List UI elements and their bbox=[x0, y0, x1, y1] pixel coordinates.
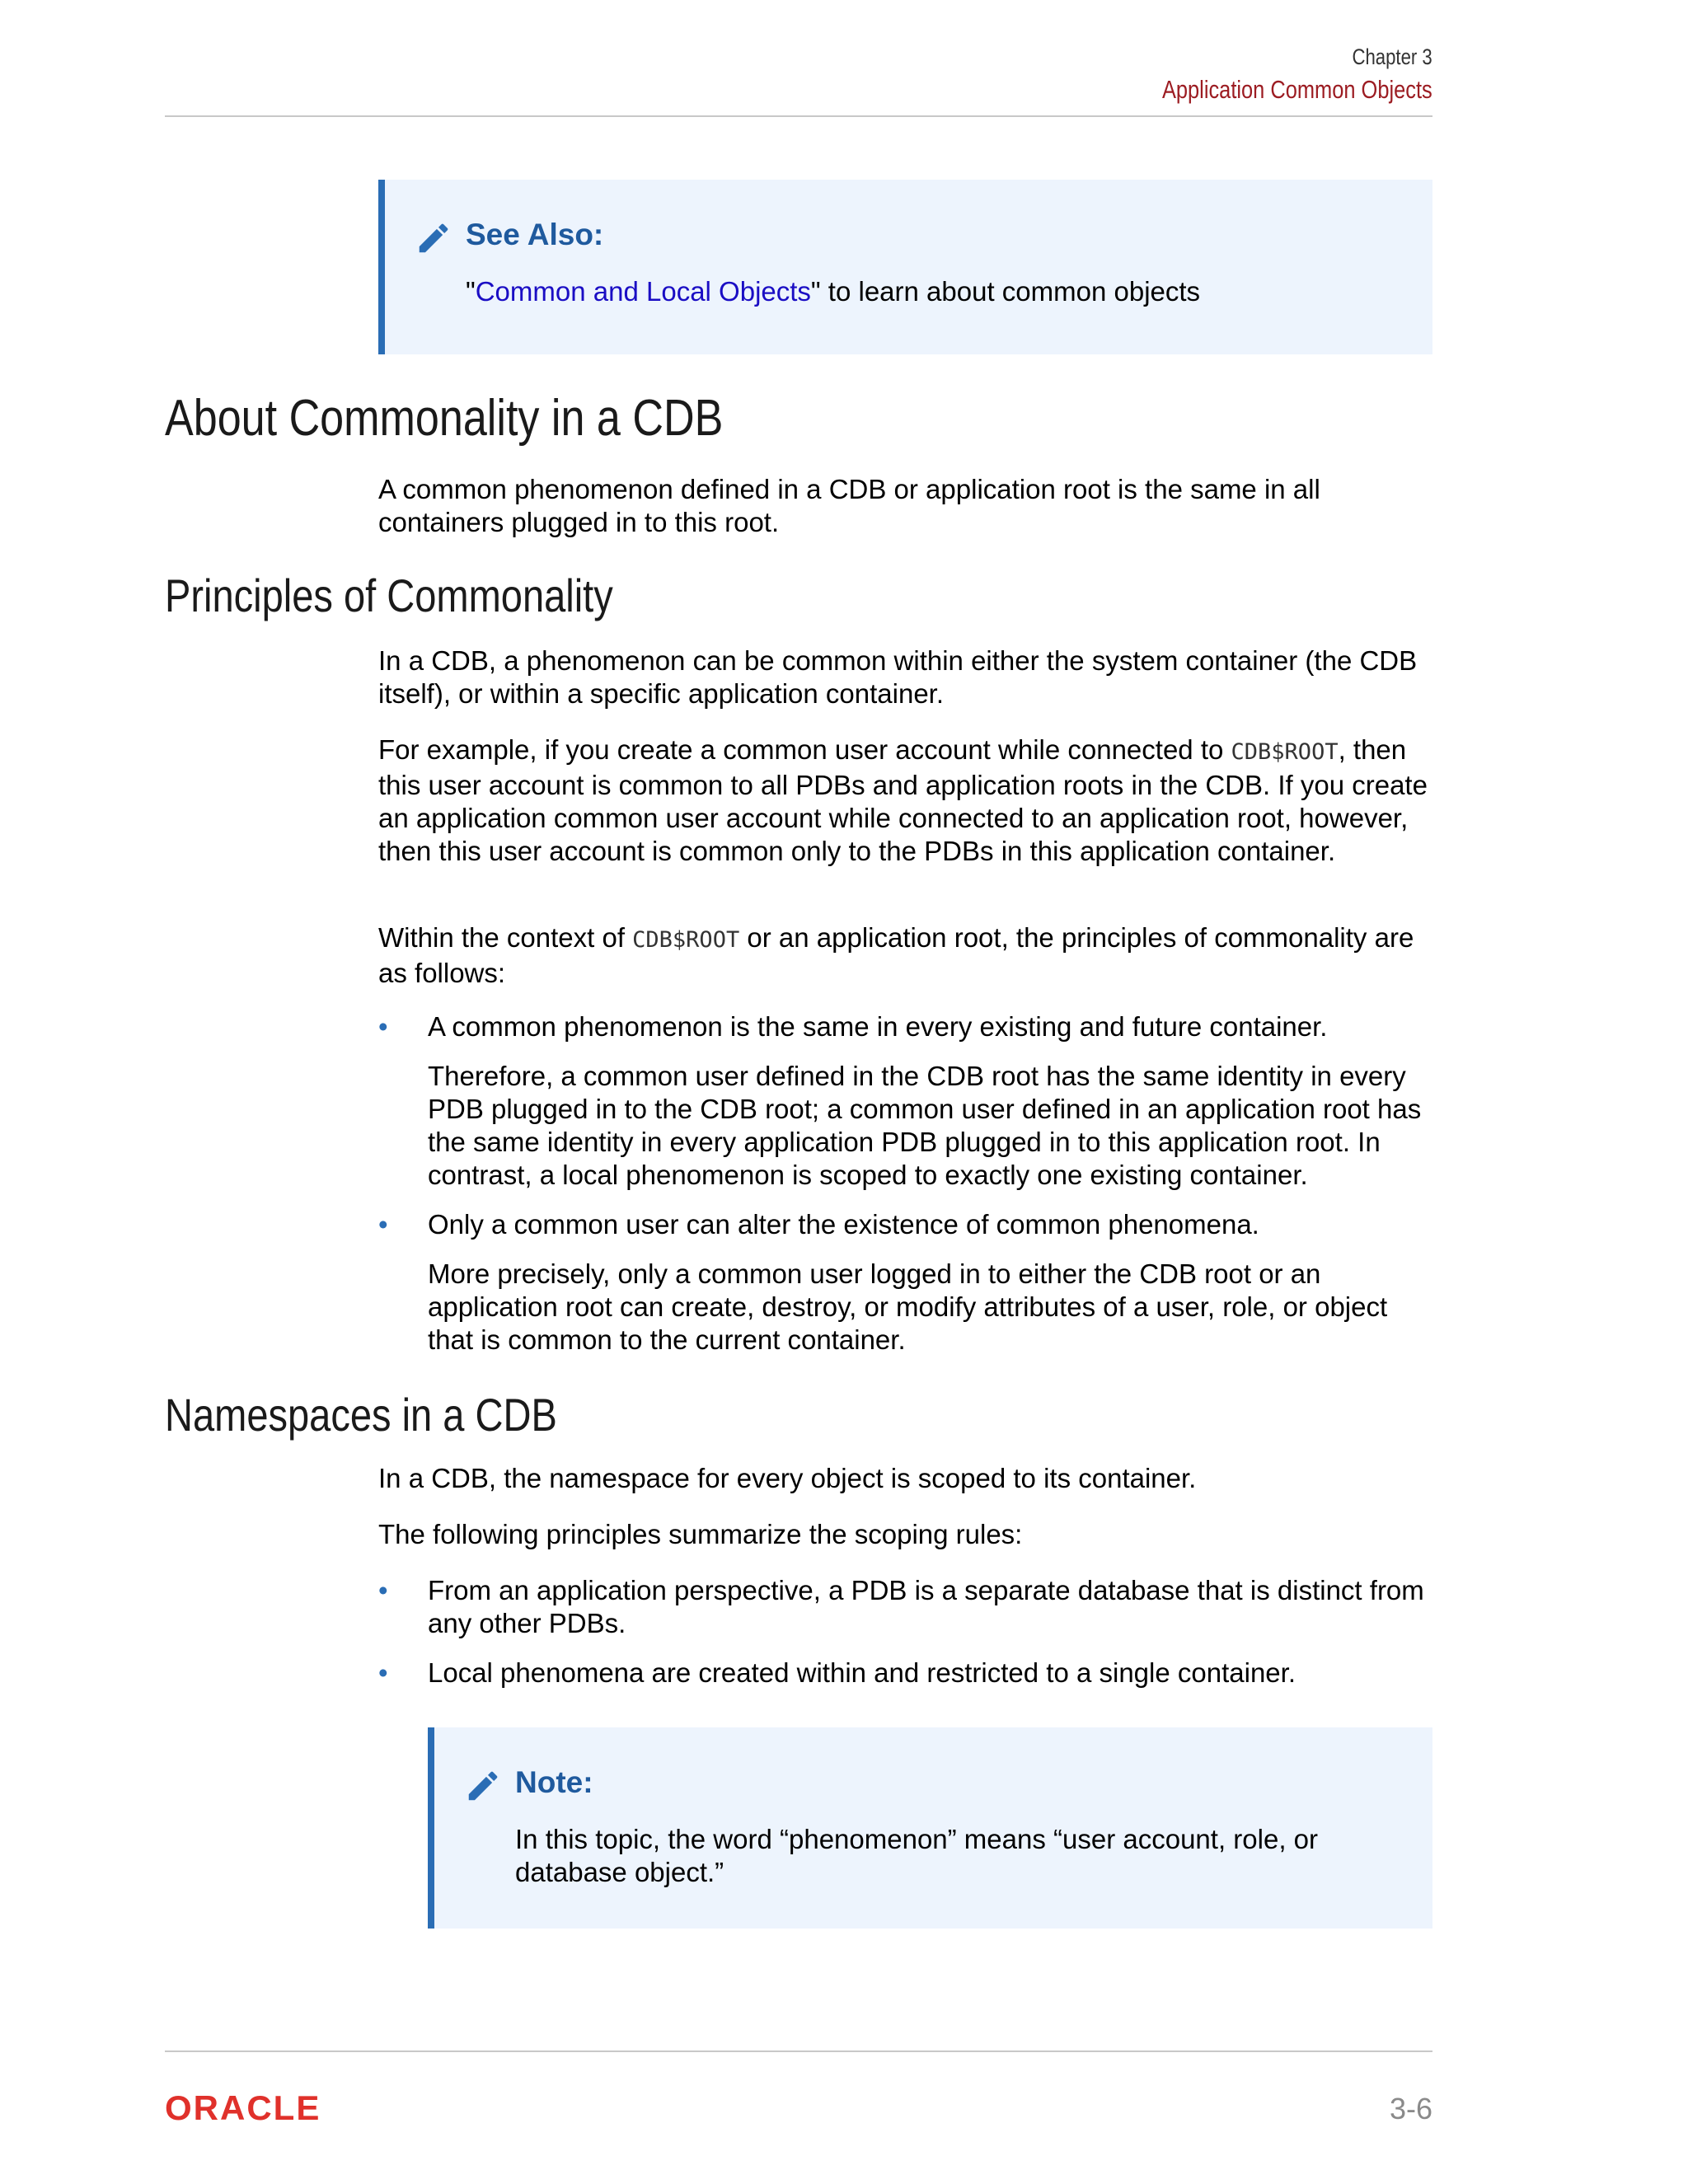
note-text: In this topic, the word “phenomenon” means “user account, role, or database object.” bbox=[515, 1824, 1318, 1887]
principle-bullet-1: A common phenomenon is the same in every existing and future container. bbox=[428, 1011, 1328, 1042]
header-divider bbox=[165, 115, 1432, 117]
section-heading-commonality: About Commonality in a CDB bbox=[165, 390, 724, 447]
page-number: 3-6 bbox=[1389, 2092, 1432, 2125]
principle-bullet-2-detail: More precisely, only a common user logged in to either the CDB root or an application root can create, destroy, or modify attributes of a user, role, or object that is common to the current container. bbox=[428, 1258, 1388, 1355]
namespaces-paragraph-1: In a CDB, the namespace for every object is scoped to its container. bbox=[378, 1463, 1197, 1493]
see-also-callout bbox=[378, 180, 1432, 354]
see-also-text: "Common and Local Objects" to learn about common objects bbox=[466, 276, 1201, 307]
footer-divider bbox=[165, 2050, 1432, 2052]
chapter-title: Application Common Objects bbox=[1162, 75, 1432, 104]
chapter-label: Chapter 3 bbox=[1352, 45, 1432, 69]
pencil-icon bbox=[415, 219, 452, 257]
pencil-icon bbox=[464, 1767, 502, 1805]
oracle-logo-text: ORACLE bbox=[165, 2092, 321, 2125]
principle-bullet-2: Only a common user can alter the existence of common phenomena. bbox=[428, 1209, 1259, 1240]
callout-accent-bar bbox=[428, 1727, 434, 1929]
principle-bullet-1-detail: Therefore, a common user defined in the CDB root has the same identity in every PDB plugged in to the CDB root; a common user defined in an application root has the same identity in every application PDB plugged in to this application root. In contrast, a local phenomenon is scoped to exactly one existing container. bbox=[428, 1061, 1422, 1190]
principles-paragraph-1: In a CDB, a phenomenon can be common within either the system container (the CDB itself), or within a specific application container. bbox=[378, 645, 1418, 709]
note-callout bbox=[428, 1727, 1432, 1929]
callout-accent-bar bbox=[378, 180, 385, 354]
bullet-marker: • bbox=[378, 1657, 388, 1688]
running-header bbox=[1103, 41, 1432, 107]
oracle-logo bbox=[165, 2092, 354, 2125]
see-also-title: See Also: bbox=[466, 218, 604, 251]
principles-paragraph-3: Within the context of CDB$ROOT or an application root, the principles of commonality are as follows: bbox=[378, 922, 1414, 988]
bullet-marker: • bbox=[378, 1575, 388, 1605]
bullet-marker: • bbox=[378, 1209, 388, 1240]
cdb-root-code: CDB$ROOT bbox=[1231, 739, 1339, 765]
cdb-root-code: CDB$ROOT bbox=[632, 927, 740, 953]
section1-paragraph: A common phenomenon defined in a CDB or application root is the same in all containers plugged in to this root. bbox=[378, 474, 1320, 537]
common-local-objects-link[interactable]: Common and Local Objects bbox=[475, 276, 811, 307]
scoping-bullet-2: Local phenomena are created within and restricted to a single container. bbox=[428, 1657, 1296, 1688]
bullet-marker: • bbox=[378, 1011, 388, 1042]
principles-paragraph-2: For example, if you create a common user account while connected to CDB$ROOT, then this user account is common to all PDBs and application roots in the CDB. If you create an application common user account while connected to an application root, however, then this user account is common only to the PDBs in this application container. bbox=[378, 734, 1428, 866]
note-title: Note: bbox=[515, 1765, 593, 1799]
namespaces-paragraph-2: The following principles summarize the scoping rules: bbox=[378, 1519, 1023, 1549]
section-heading-namespaces: Namespaces in a CDB bbox=[165, 1389, 557, 1441]
scoping-bullet-1: From an application perspective, a PDB is a separate database that is distinct from any other PDBs. bbox=[428, 1575, 1424, 1638]
section-heading-principles: Principles of Commonality bbox=[165, 569, 613, 621]
